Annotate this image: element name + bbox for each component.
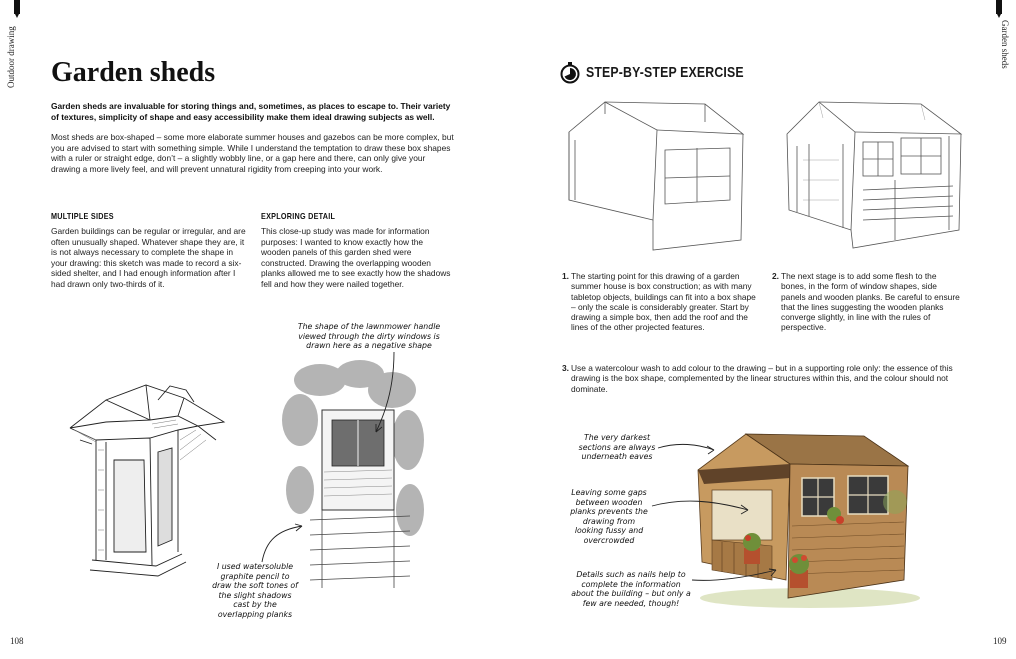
stopwatch-icon [560,62,580,84]
step2-shed-sketch [783,100,965,250]
step-3-number: 3. [562,363,569,373]
step-2-text: The next stage is to add some flesh to the bones, in the form of window shapes, side panels and wooden planks. Be careful to ensure that the lines suggesting the wooden planks converge slightly, in line with the rules of perspective. [781,271,960,333]
step-1-number: 1. [562,271,569,281]
annotation-lawnmower: The shape of the lawnmower handle viewed through the dirty windows is drawn here as a negative shape [297,322,441,350]
intro-paragraph: Garden sheds are invaluable for storing things and, sometimes, as places to escape to. Their variety of textures, simplicity of shape and easy accessibility make them ideal drawing subjects as well. [51,101,451,122]
step-2-number: 2. [772,271,779,281]
section-heading-exploring-detail: EXPLORING DETAIL [261,211,336,221]
annotation-nails: Details such as nails help to complete the information about the building – but only a few are needed, though! [571,570,691,608]
section-text-multiple-sides: Garden buildings can be regular or irregular, and are often unusually shaped. Whatever shape they are, it is not always necessary to complete the shape in your drawing: this sketch was made to record a six-sided shelter, and I had enough information after I had drawn only two-thirds of it. [51,226,246,289]
annotation-gaps: Leaving some gaps between wooden planks prevents the drawing from looking fussy and overcrowded [570,488,648,545]
pen-nib-icon [996,0,1002,14]
step-2 [772,271,961,333]
section-text-exploring-detail: This close-up study was made for information purposes: I wanted to know exactly how the wooden panels of this garden shed were constructed. Drawing the overlapping wooden planks allowed me to see exactly how the shadows fell and how they were nailed together. [261,226,451,289]
right-page-number: 109 [993,636,1007,646]
step-3 [562,363,963,394]
hexagonal-shelter-sketch [66,380,231,580]
step-1 [562,271,756,333]
right-side-tab-label: Garden sheds [1000,20,1010,69]
left-side-tab [6,8,16,88]
section-heading-multiple-sides: MULTIPLE SIDES [51,211,114,221]
annotation-eaves: The very darkest sections are always underneath eaves [578,433,656,461]
page-title: Garden sheds [51,57,216,88]
right-side-tab [1000,20,1010,100]
step-1-text: The starting point for this drawing of a garden summer house is box construction; as with many tabletop objects, buildings can fit into a box shape – only the scale is considerably greater. Start by drawing a simple box, then add the roof and the lines of the other projected features. [571,271,756,333]
left-page-number: 108 [10,636,24,646]
annotation-pencil: I used watersoluble graphite pencil to draw the soft tones of the slight shadows cast by the overlapping planks [212,562,298,619]
left-side-tab-label: Outdoor drawing [6,26,16,88]
annotation-arrow-eaves [658,440,718,460]
body-paragraph: Most sheds are box-shaped – some more elaborate summer houses and gazebos can be more complex, but you are advised to start with something simple. While I understand the temptation to draw these box shapes with a ruler or straight edge, don’t – a slightly wobbly line, or a gap here and there, can only give your drawing a more lively feel, and will prevent unnatural rigidity from creeping into your work. [51,132,454,174]
step1-box-sketch [565,100,750,250]
annotation-arrow-pencil [258,520,308,565]
annotation-arrow-lawnmower [370,352,410,442]
exercise-title: STEP-BY-STEP EXERCISE [586,64,744,81]
annotation-arrow-nails [692,566,782,586]
step-3-text: Use a watercolour wash to add colour to the drawing – but in a supporting role only: the essence of this drawing is the box shape, complemented by the linear structures within this, and the colour should not dominate. [571,363,953,394]
annotation-arrow-gaps [652,498,752,518]
